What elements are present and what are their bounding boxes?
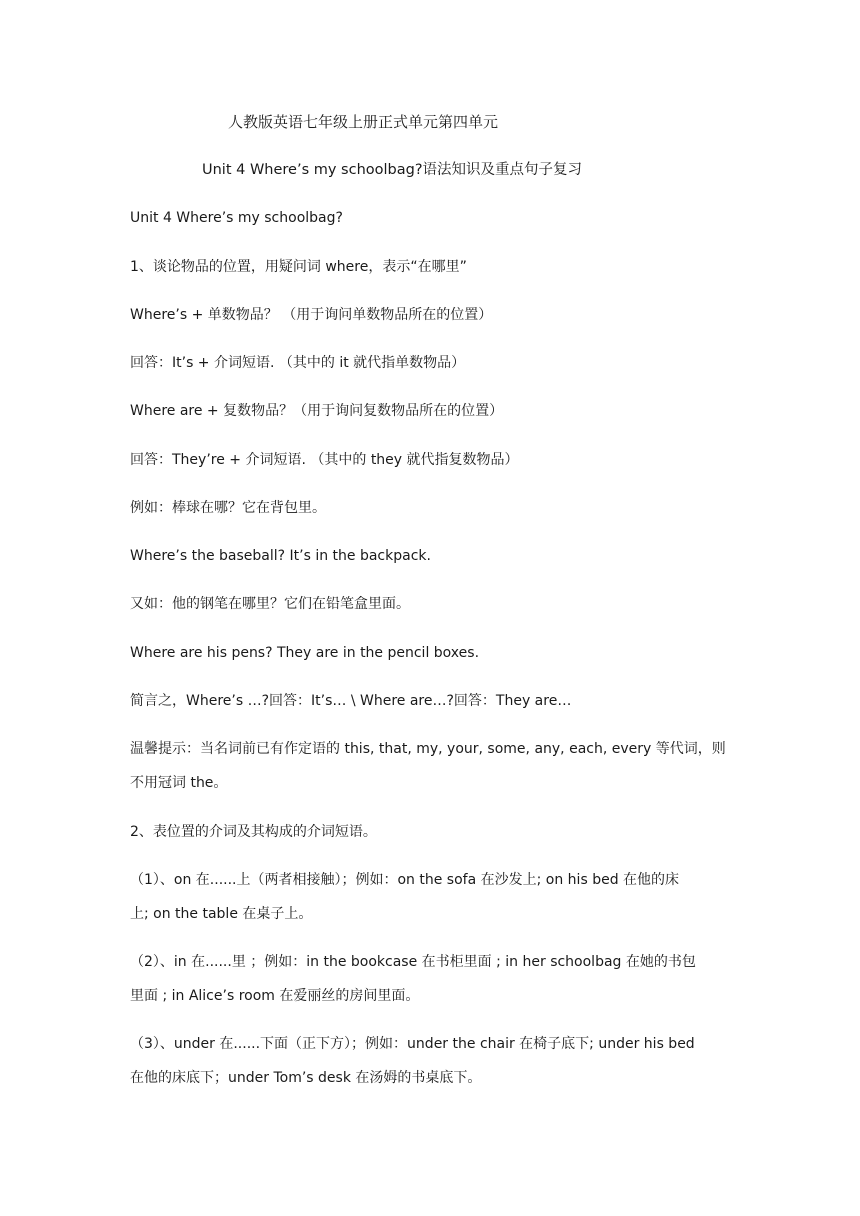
example1-chinese: 例如：棒球在哪？它在背包里。 [130, 500, 326, 516]
item-in-line-1: （2）、in 在......里 ；例如：in the bookcase 在书柜里面 ; in her schoolbag 在她的书包 [130, 954, 696, 970]
tip-line-2: 不用冠词 the。 [130, 775, 228, 791]
unit-heading: Unit 4 Where’s my schoolbag? [130, 210, 343, 226]
item-on-line-1: （1）、on 在......上（两者相接触）；例如：on the sofa 在沙发上; on his bed 在他的床 [130, 872, 680, 888]
pattern-plural-answer: 回答：They’re + 介词短语. （其中的 they 就代指复数物品） [130, 452, 519, 468]
tip-line-1: 温馨提示：当名词前已有作定语的 this, that, my, your, some, any, each, every 等代词，则 [130, 741, 726, 757]
example2-chinese: 又如：他的钢笔在哪里？它们在铅笔盒里面。 [130, 596, 410, 612]
summary-line: 简言之，Where’s …?回答：It’s… \ Where are…?回答：They are… [130, 693, 572, 709]
section1-heading: 1、谈论物品的位置，用疑问词 where，表示“在哪里” [130, 259, 467, 275]
document-title: 人教版英语七年级上册正式单元第四单元 [228, 113, 499, 131]
section2-heading: 2、表位置的介词及其构成的介词短语。 [130, 824, 377, 840]
item-under-line-2: 在他的床底下；under Tom’s desk 在汤姆的书桌底下。 [130, 1070, 482, 1086]
item-in-line-2: 里面 ; in Alice’s room 在爱丽丝的房间里面。 [130, 988, 420, 1004]
example2-english: Where are his pens? They are in the pencil boxes. [130, 645, 480, 661]
pattern-singular-question: Where’s + 单数物品？ （用于询问单数物品所在的位置） [130, 307, 493, 323]
pattern-singular-answer: 回答：It’s + 介词短语. （其中的 it 就代指单数物品） [130, 355, 466, 371]
item-under-line-1: （3）、under 在......下面（正下方）；例如：under the chair 在椅子底下; under his bed [130, 1036, 695, 1052]
example1-english: Where’s the baseball? It’s in the backpack. [130, 548, 431, 564]
item-on-line-2: 上; on the table 在桌子上。 [130, 906, 313, 922]
document-subtitle: Unit 4 Where’s my schoolbag?语法知识及重点句子复习 [202, 162, 583, 178]
pattern-plural-question: Where are + 复数物品？（用于询问复数物品所在的位置） [130, 403, 504, 419]
